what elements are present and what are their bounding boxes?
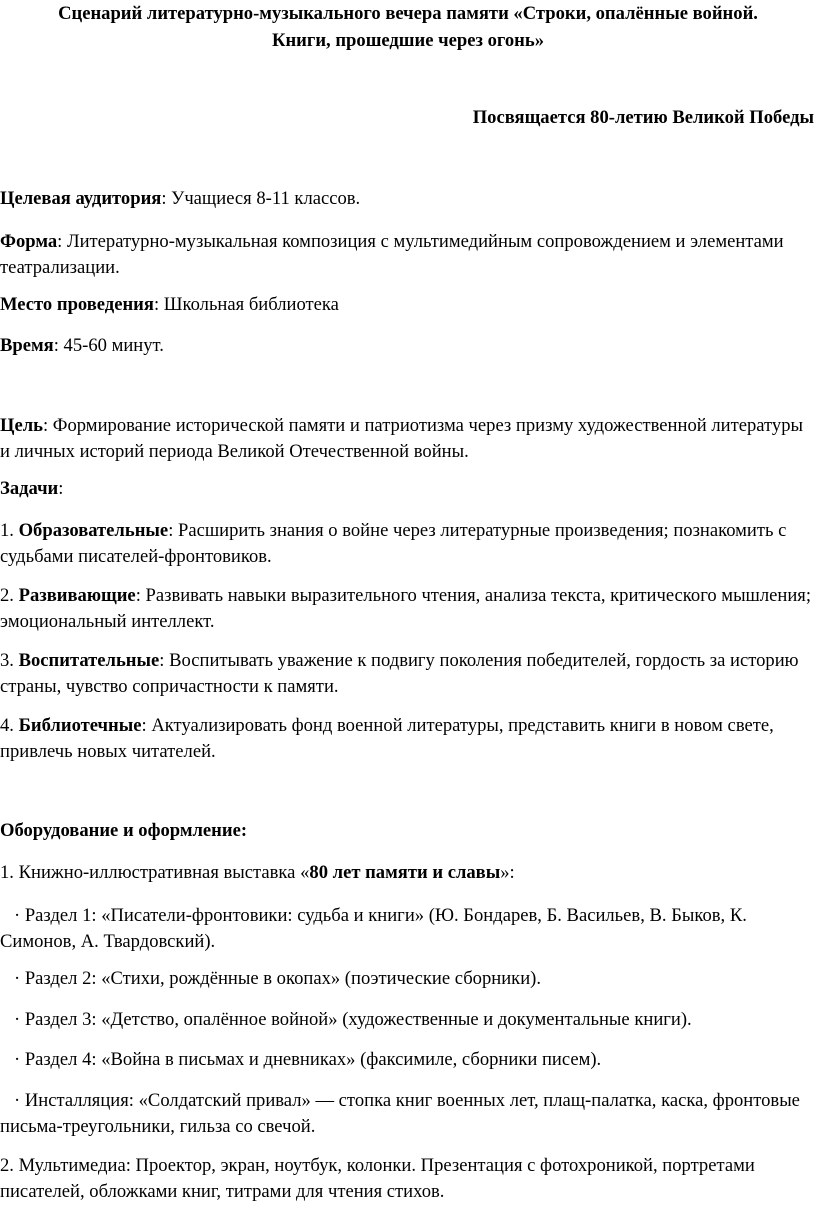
task-item-1 — [0, 518, 812, 570]
equipment-heading — [0, 818, 812, 844]
exhibition-suffix: »: — [500, 862, 515, 883]
exhibition-prefix: 1. Книжно-иллюстративная выставка « — [0, 862, 310, 883]
place-value: : Школьная библиотека — [153, 294, 339, 315]
exhibition-name: 80 лет памяти и славы — [309, 862, 501, 883]
equipment-item-1 — [0, 860, 812, 886]
time-line — [0, 333, 812, 359]
tasks-label: Задачи — [0, 478, 59, 499]
tasks-heading — [0, 476, 812, 502]
title-line-1: Сценарий литературно-музыкального вечера памяти «Строки, опалённые войной. — [58, 3, 758, 24]
time-value: : 45-60 минут. — [53, 335, 164, 356]
goal-value: : Формирование исторической памяти и патриотизма через призму художественной литературы и личных историй периода Великой Отечественной войны. — [0, 415, 803, 462]
form-value: : Литературно-музыкальная композиция с мультимедийным сопровождением и элементами театрализации. — [0, 231, 784, 278]
section-item-4 — [0, 1047, 812, 1073]
task-number: 2. — [0, 585, 19, 606]
goal-line — [0, 413, 812, 465]
goal-label: Цель — [0, 415, 43, 436]
task-value: : Воспитывать уважение к подвигу поколения победителей, гордость за историю страны, чувство сопричастности к памяти. — [0, 650, 799, 697]
section-text: · Инсталляция: «Солдатский привал» — стопка книг военных лет, плащ-палатка, каска, фронтовые письма-треугольники, гильза со свечой. — [0, 1090, 800, 1137]
task-value: : Актуализировать фонд военной литературы, представить книги в новом свете, привлечь новых читателей. — [0, 715, 774, 762]
section-text: · Раздел 3: «Детство, опалённое войной» (художественные и документальные книги). — [14, 1009, 692, 1030]
task-item-2 — [0, 583, 812, 635]
audience-value: : Учащиеся 8-11 классов. — [161, 188, 361, 209]
audience-line — [0, 186, 812, 212]
task-number: 3. — [0, 650, 19, 671]
section-text: · Раздел 1: «Писатели-фронтовики: судьба и книги» (Ю. Бондарев, Б. Васильев, В. Быков, К. Симонов, А. Твардовский). — [0, 905, 747, 952]
document-title — [0, 0, 816, 54]
title-line-2: Книги, прошедшие через огонь» — [271, 30, 544, 51]
task-value: : Развивать навыки выразительного чтения, анализа текста, критического мышления; эмоциональный интеллект. — [0, 585, 812, 632]
section-item-3 — [0, 1007, 812, 1033]
time-label: Время — [0, 335, 54, 356]
task-number: 1. — [0, 520, 19, 541]
section-item-2 — [0, 966, 812, 992]
equipment-item-2 — [0, 1153, 812, 1205]
section-text: · Раздел 4: «Война в письмах и дневниках» (факсимиле, сборники писем). — [14, 1049, 602, 1070]
task-value: : Расширить знания о войне через литературные произведения; познакомить с судьбами писателей-фронтовиков. — [0, 520, 787, 567]
section-item-1 — [0, 903, 812, 955]
section-text: · Раздел 2: «Стихи, рождённые в окопах» (поэтические сборники). — [14, 968, 541, 989]
multimedia-text: 2. Мультимедиа: Проектор, экран, ноутбук, колонки. Презентация с фотохроникой, портретами писателей, обложками книг, титрами для чтения стихов. — [0, 1155, 755, 1202]
dedication: Посвящается 80-летию Великой Победы — [472, 107, 814, 128]
place-line — [0, 292, 812, 318]
task-label: Воспитательные — [18, 650, 160, 671]
task-label: Развивающие — [18, 585, 136, 606]
task-item-4 — [0, 713, 812, 765]
equipment-heading-text: Оборудование и оформление: — [0, 820, 248, 841]
task-label: Образовательные — [18, 520, 169, 541]
task-number: 4. — [0, 715, 19, 736]
audience-label: Целевая аудитория — [0, 188, 162, 209]
installation-item — [0, 1088, 812, 1140]
task-item-3 — [0, 648, 812, 700]
place-label: Место проведения — [0, 294, 154, 315]
tasks-colon: : — [58, 478, 64, 499]
form-label: Форма — [0, 231, 58, 252]
form-line — [0, 229, 812, 281]
task-label: Библиотечные — [18, 715, 142, 736]
